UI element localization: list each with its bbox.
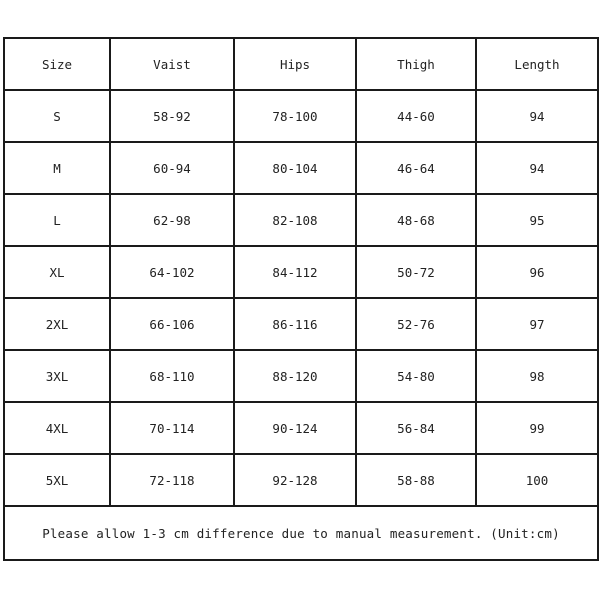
cell-hips: 80-104 (234, 142, 356, 194)
table-row (4, 142, 598, 194)
cell-length: 94 (476, 142, 598, 194)
cell-size: 2XL (4, 298, 110, 350)
size-chart (3, 37, 597, 561)
note-row (4, 506, 598, 560)
size-chart-table (3, 37, 599, 561)
cell-size: 3XL (4, 350, 110, 402)
measurement-note: Please allow 1-3 cm difference due to manual measurement. (Unit:cm) (4, 506, 598, 560)
cell-hips: 84-112 (234, 246, 356, 298)
cell-waist: 70-114 (110, 402, 234, 454)
cell-size: XL (4, 246, 110, 298)
table-row (4, 454, 598, 506)
cell-length: 96 (476, 246, 598, 298)
cell-hips: 78-100 (234, 90, 356, 142)
cell-thigh: 52-76 (356, 298, 476, 350)
table-row (4, 90, 598, 142)
table-row (4, 246, 598, 298)
cell-length: 97 (476, 298, 598, 350)
cell-thigh: 48-68 (356, 194, 476, 246)
cell-length: 99 (476, 402, 598, 454)
table-row (4, 350, 598, 402)
cell-hips: 92-128 (234, 454, 356, 506)
header-size: Size (4, 38, 110, 90)
table-row (4, 194, 598, 246)
cell-hips: 90-124 (234, 402, 356, 454)
cell-length: 98 (476, 350, 598, 402)
table-row (4, 298, 598, 350)
header-thigh: Thigh (356, 38, 476, 90)
cell-hips: 86-116 (234, 298, 356, 350)
cell-hips: 82-108 (234, 194, 356, 246)
cell-size: 4XL (4, 402, 110, 454)
cell-waist: 58-92 (110, 90, 234, 142)
cell-waist: 62-98 (110, 194, 234, 246)
cell-thigh: 54-80 (356, 350, 476, 402)
cell-size: L (4, 194, 110, 246)
cell-thigh: 46-64 (356, 142, 476, 194)
cell-size: S (4, 90, 110, 142)
cell-size: M (4, 142, 110, 194)
cell-waist: 60-94 (110, 142, 234, 194)
cell-waist: 66-106 (110, 298, 234, 350)
cell-length: 100 (476, 454, 598, 506)
cell-waist: 64-102 (110, 246, 234, 298)
cell-length: 94 (476, 90, 598, 142)
cell-hips: 88-120 (234, 350, 356, 402)
header-hips: Hips (234, 38, 356, 90)
cell-thigh: 44-60 (356, 90, 476, 142)
header-row (4, 38, 598, 90)
cell-thigh: 56-84 (356, 402, 476, 454)
cell-thigh: 58-88 (356, 454, 476, 506)
cell-length: 95 (476, 194, 598, 246)
cell-thigh: 50-72 (356, 246, 476, 298)
cell-waist: 68-110 (110, 350, 234, 402)
header-length: Length (476, 38, 598, 90)
table-row (4, 402, 598, 454)
cell-size: 5XL (4, 454, 110, 506)
cell-waist: 72-118 (110, 454, 234, 506)
header-waist: Vaist (110, 38, 234, 90)
